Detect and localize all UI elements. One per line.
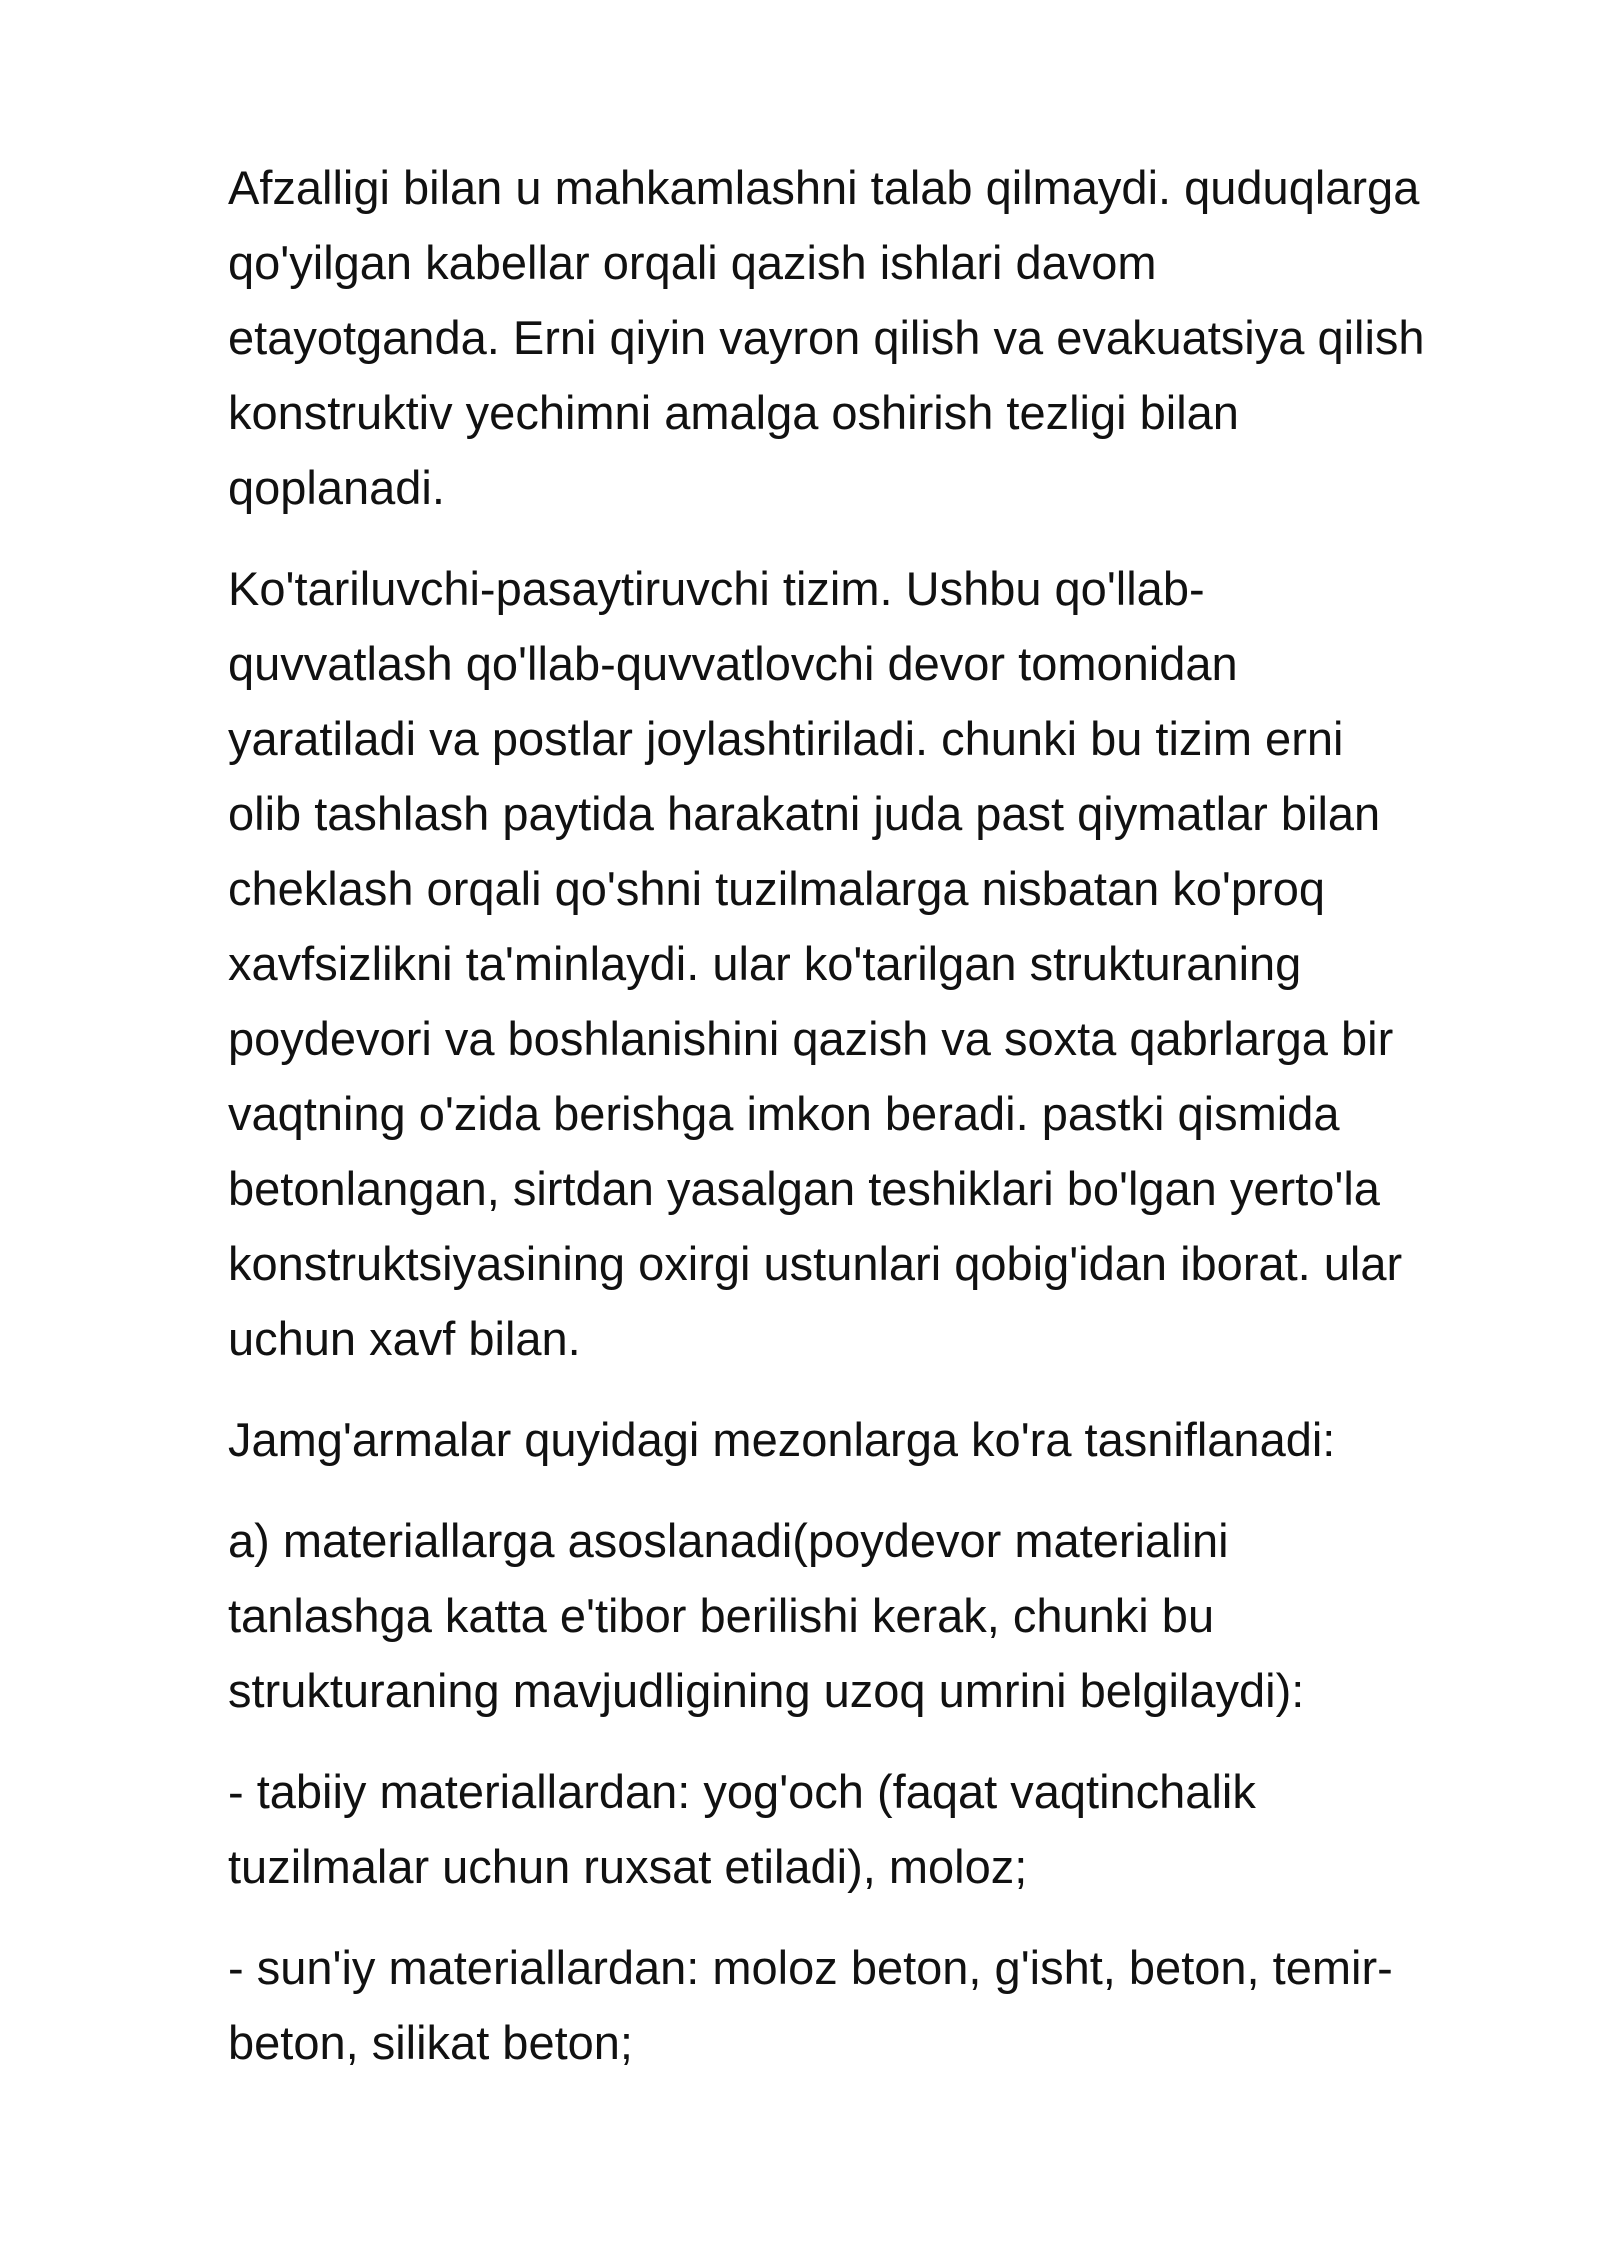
paragraph-classification-intro: Jamg'armalar quyidagi mezonlarga ko'ra tasniflanadi: [228,1413,1336,1466]
paragraph-by-materials: a) materiallarga asoslanadi(poydevor materialini tanlashga katta e'tibor berilishi kerak, chunki bu strukturaning mavjudligining uzoq umrini belgilaydi): [228,1514,1305,1717]
list-item-natural-materials: - tabiiy materiallardan: yog'och (faqat vaqtinchalik tuzilmalar uchun ruxsat etiladi), moloz; [228,1765,1256,1893]
document-body [228,150,1500,2106]
list-item-artificial-materials: - sun'iy materiallardan: moloz beton, g'isht, beton, temir- beton, silikat beton; [228,1941,1393,2069]
paragraph-lifting-lowering-system: Ko'tariluvchi-pasaytiruvchi tizim. Ushbu qo'llab- quvvatlash qo'llab-quvvatlovchi devor tomonidan yaratiladi va postlar joylashtiriladi. chunki bu tizim erni olib tashlash paytida harakatni juda past qiymatlar bilan cheklash orqali qo'shni tuzilmalarga nisbatan ko'proq xavfsizlikni ta'minlaydi. ular ko'tarilgan strukturaning poydevori va boshlanishini qazish va soxta qabrlarga bir vaqtning o'zida berishga imkon beradi. pastki qismida betonlangan, sirtdan yasalgan teshiklari bo'lgan yerto'la konstruktsiyasining oxirgi ustunlari qobig'idan iborat. ular uchun xavf bilan. [228,562,1403,1365]
paragraph-support-advantage: Afzalligi bilan u mahkamlashni talab qilmaydi. quduqlarga qo'yilgan kabellar orqali qazish ishlari davom etayotganda. Erni qiyin vayron qilish va evakuatsiya qilish konstruktiv yechimni amalga oshirish tezligi bilan qoplanadi. [228,161,1425,514]
